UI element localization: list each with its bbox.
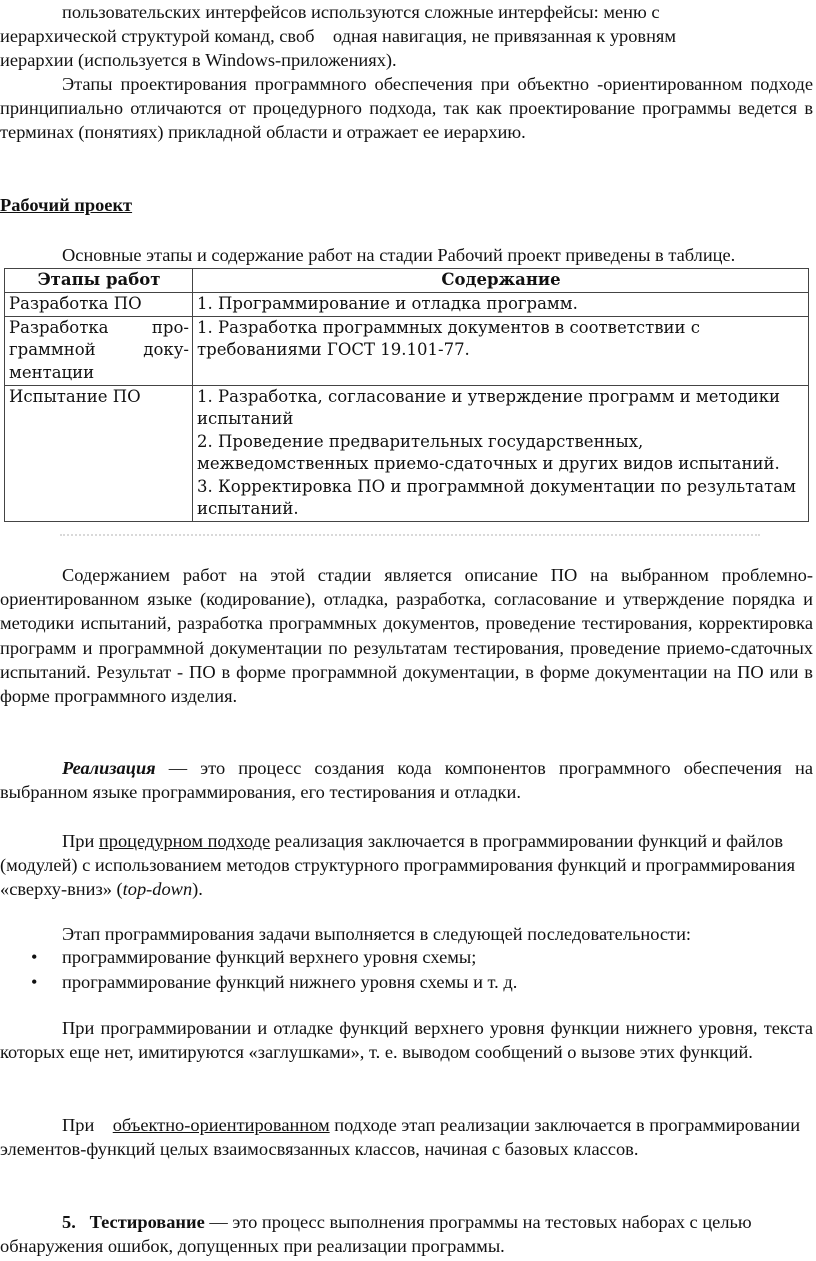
table-row: [5, 292, 809, 316]
table-header-stage: Этапы работ: [5, 269, 193, 293]
testing-paragraph: [0, 1210, 813, 1258]
oop-paragraph: [0, 1113, 813, 1161]
testing-term: Тестирование: [89, 1212, 205, 1232]
bullet-icon: •: [31, 947, 38, 967]
section-heading: Рабочий проект: [0, 195, 133, 215]
intro-line-3: иерархии (используется в Windows-приложениях).: [0, 50, 397, 71]
list-item: [0, 970, 813, 995]
sequence-list: [0, 945, 813, 995]
oop-term: объектно-ориентированном: [112, 1115, 330, 1135]
intro-paragraph: [0, 0, 813, 73]
intro-line-2: иерархической структурой команд, своб одная навигация, не привязанная к уровням: [0, 26, 677, 47]
stage-line: Разработка про-: [9, 317, 189, 337]
oop-text: подходе этап реализации заключается в программировании элементов-функций целых взаимосвязанных классов, начиная с базовых классов.: [0, 1115, 801, 1160]
list-item-text: программирование функций верхнего уровня схемы;: [62, 947, 477, 967]
table-header-content: Содержание: [193, 269, 809, 293]
stages-paragraph: Этапы проектирования программного обеспечения при объектно -ориентированном подходе принципиально отличаются от процедурного подхода, так как проектирование программы ведется в терминах (понятиях) прикладной области и отражает ее иерархию.: [0, 74, 813, 143]
table-row: [5, 385, 809, 521]
list-item: [0, 945, 813, 970]
table-cell-content: 1. Программирование и отладка программ.: [193, 292, 809, 316]
bullet-icon: •: [31, 972, 38, 992]
stage-line: граммной доку-: [9, 340, 189, 359]
procedural-pre: При: [62, 831, 99, 851]
oop-pre: При: [62, 1115, 113, 1135]
table-cell-content: 1. Разработка программных документов в соответствии с требованиями ГОСТ 19.101-77.: [193, 316, 809, 385]
list-item-text: программирование функций нижнего уровня схемы и т. д.: [62, 972, 518, 992]
table-cell-stage: Разработка ПО: [5, 292, 193, 316]
table-header-row: [5, 269, 809, 293]
content-item: 2. Проведение предварительных государственных, межведомственных приемо-сдаточных и других видов испытаний.: [197, 431, 780, 473]
table-row: [5, 316, 809, 385]
realization-term: Реализация: [62, 758, 156, 778]
intro-line-1: пользовательских интерфейсов используются сложные интерфейсы: меню с: [62, 2, 660, 22]
table-cell-stage: Испытание ПО: [5, 385, 193, 521]
table-cell-content: [193, 385, 809, 521]
table-intro: Основные этапы и содержание работ на стадии Рабочий проект приведены в таблице.: [62, 245, 736, 265]
cropped-line-remnant: [60, 534, 760, 540]
top-down-term: top-down: [122, 879, 193, 900]
testing-number: 5.: [62, 1212, 76, 1232]
sequence-intro: Этап программирования задачи выполняется в следующей последовательности:: [62, 924, 692, 944]
testing-text: — это процесс выполнения программы на тестовых наборах с целью обнаружения ошибок, допущенных при реализации программы.: [0, 1212, 752, 1257]
realization-paragraph: [0, 756, 813, 804]
work-stages-table: [4, 268, 809, 522]
procedural-text: реализация заключается в программировании функций и файлов (модулей) с использованием методов структурного программирования функций и программирования «сверху-вниз» (: [0, 831, 796, 900]
procedural-paragraph: [0, 829, 813, 902]
table-cell-stage: [5, 316, 193, 385]
stage-line: ментации: [9, 362, 95, 382]
content-paragraph: Содержанием работ на этой стадии является описание ПО на выбранном проблемно-ориентированном языке (кодирование), отладка, разработка, согласование и утверждение порядка и методики испытаний, разработка программных документов, проведение тестирования, корректировка программ и программной документации по результатам тестирования, проведение приемо-сдаточных испытаний. Результат - ПО в форме программной документации, в форме документации на ПО или в форме программного изделия.: [0, 565, 813, 707]
content-item: 3. Корректировка ПО и программной документации по результатам испытаний.: [197, 476, 796, 518]
procedural-term: процедурном подходе: [98, 831, 271, 851]
stubs-paragraph: При программировании и отладке функций верхнего уровня функции нижнего уровня, текста которых еще нет, имитируются «заглушками», т. е. выводом сообщений о вызове этих функций.: [0, 1018, 813, 1063]
content-item: 1. Разработка, согласование и утверждение программ и методики испытаний: [197, 386, 781, 428]
realization-text: — это процесс создания кода компонентов программного обеспечения на выбранном языке программирования, его тестирования и отладки.: [0, 758, 813, 803]
procedural-end: ).: [192, 879, 203, 900]
